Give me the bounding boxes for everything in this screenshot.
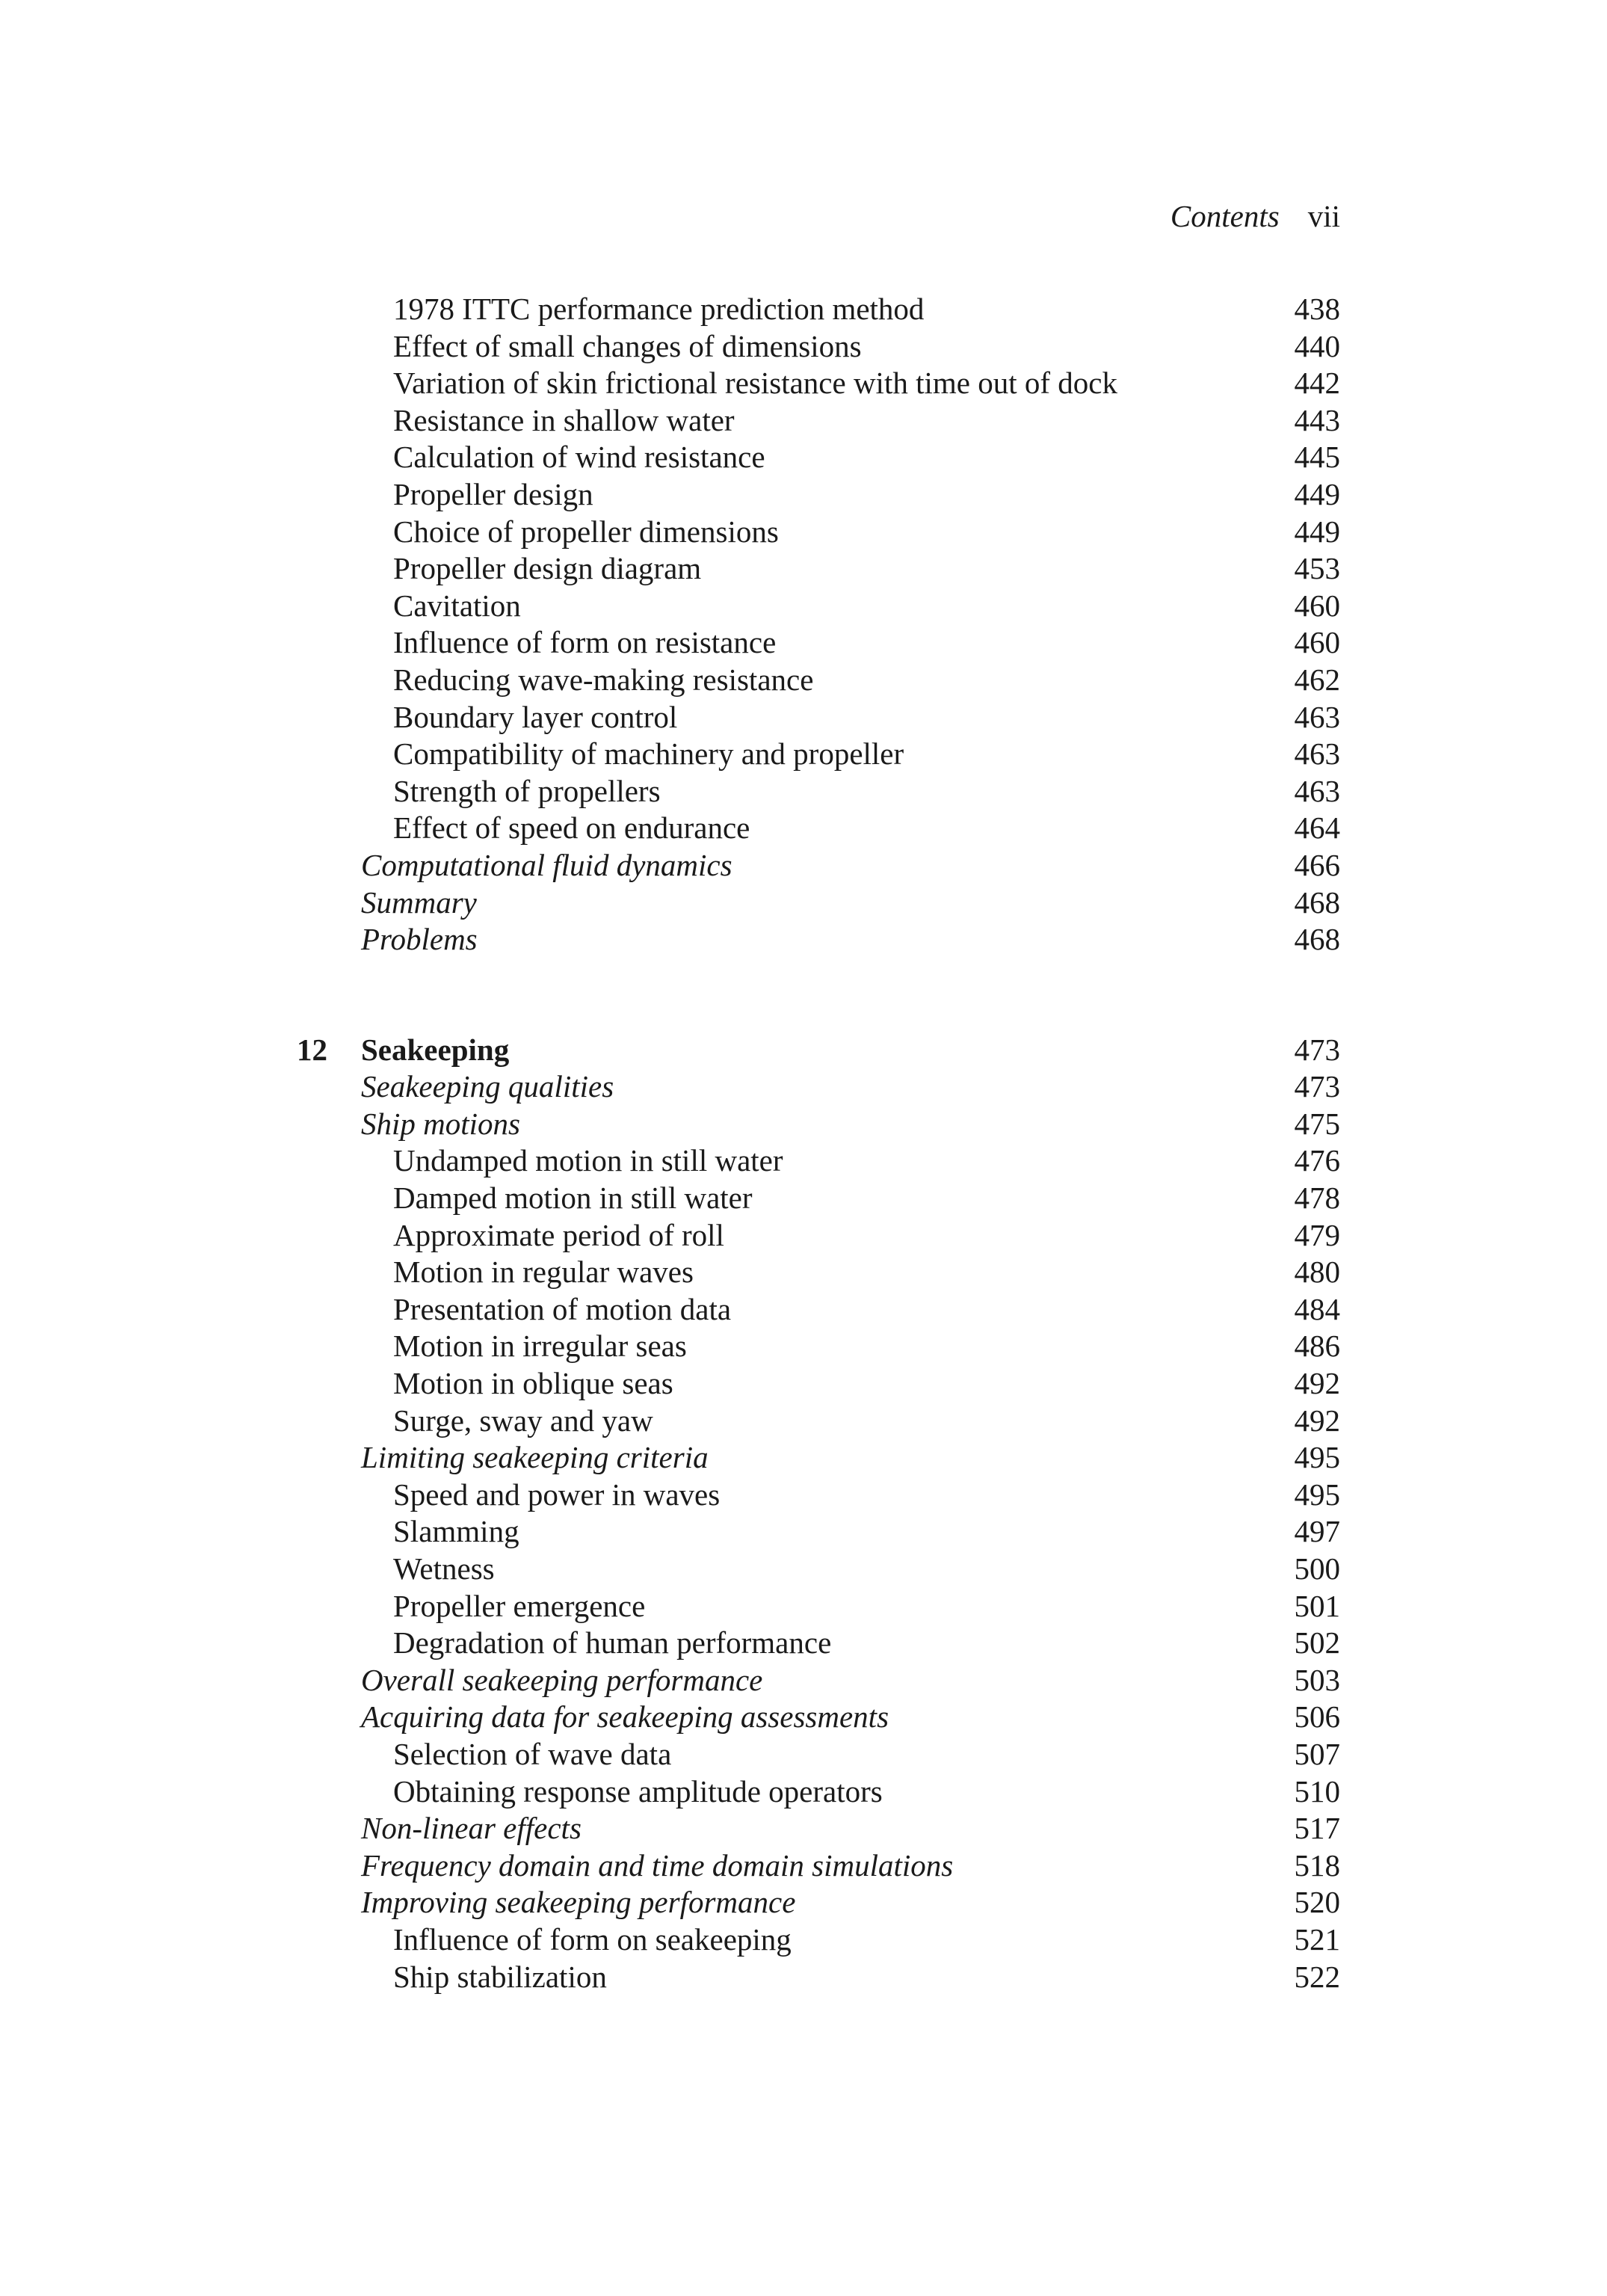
toc-subsection-entry [0,624,1607,662]
toc-subsection-entry [0,439,1607,476]
toc-entry-page-number: 463 [1294,773,1340,808]
toc-entry-title: Limiting seakeeping criteria [361,1440,709,1475]
toc-section-entry [0,921,1607,958]
toc-entry-title: Strength of propellers [393,773,661,808]
toc-entry-title: Presentation of motion data [393,1291,732,1326]
toc-entry-page-number: 464 [1294,810,1340,846]
toc-subsection-entry [0,699,1607,736]
toc-entry-page-number: 460 [1294,588,1340,623]
toc-subsection-entry [0,1403,1607,1440]
toc-entry-title: Choice of propeller dimensions [393,514,779,549]
toc-entry-title: Effect of small changes of dimensions [393,328,862,363]
toc-entry-page-number: 453 [1294,551,1340,586]
toc-section-entry [0,1810,1607,1847]
table-of-contents [0,291,1607,1995]
section-gap [0,958,1607,1032]
toc-subsection-entry [0,1180,1607,1217]
running-head [1170,196,1340,236]
toc-subsection-entry [0,588,1607,625]
toc-subsection-entry [0,476,1607,514]
toc-entry-title: Selection of wave data [393,1736,672,1771]
toc-entry-page-number: 462 [1294,662,1340,697]
toc-entry-page-number: 480 [1294,1255,1340,1290]
toc-section-entry [0,847,1607,884]
toc-subsection-entry [0,550,1607,588]
toc-entry-page-number: 521 [1294,1921,1340,1957]
toc-chapter-heading [0,1032,1607,1069]
toc-entry-page-number: 473 [1294,1069,1340,1104]
toc-entry-page-number: 476 [1294,1143,1340,1178]
running-head-page-number: vii [1307,199,1340,233]
toc-subsection-entry [0,1736,1607,1773]
toc-section-entry [0,884,1607,922]
toc-entry-page-number: 495 [1294,1440,1340,1475]
toc-entry-page-number: 510 [1294,1773,1340,1809]
toc-entry-title: Frequency domain and time domain simulations [361,1847,954,1883]
toc-section-entry [0,1699,1607,1736]
toc-section-entry [0,1439,1607,1477]
toc-entry-title: Seakeeping qualities [361,1069,614,1104]
toc-entry-title: Cavitation [393,588,521,623]
toc-section-entry [0,1884,1607,1921]
toc-entry-title: Motion in regular waves [393,1255,694,1290]
toc-section-entry [0,1068,1607,1106]
toc-subsection-entry [0,1328,1607,1365]
toc-entry-page-number: 518 [1294,1847,1340,1883]
chapter-title: Seakeeping [361,1032,510,1067]
toc-entry-page-number: 507 [1294,1736,1340,1771]
toc-subsection-entry [0,1365,1607,1403]
toc-entry-page-number: 522 [1294,1959,1340,1994]
toc-entry-page-number: 502 [1294,1625,1340,1661]
toc-subsection-entry [0,662,1607,699]
toc-entry-title: Propeller emergence [393,1588,646,1623]
toc-entry-title: Obtaining response amplitude operators [393,1773,883,1809]
toc-subsection-entry [0,1625,1607,1662]
toc-entry-title: Damped motion in still water [393,1181,753,1216]
toc-entry-title: Speed and power in waves [393,1477,721,1512]
toc-subsection-entry [0,736,1607,773]
toc-subsection-entry [0,1959,1607,1996]
running-head-title: Contents [1170,199,1280,233]
toc-entry-title: Effect of speed on endurance [393,810,750,846]
toc-subsection-entry [0,1921,1607,1959]
toc-entry-page-number: 500 [1294,1551,1340,1586]
toc-entry-title: Surge, sway and yaw [393,1403,653,1438]
toc-section-previous-chapter [0,291,1607,958]
toc-entry-title: Propeller design diagram [393,551,702,586]
toc-entry-page-number: 497 [1294,1514,1340,1549]
toc-entry-page-number: 484 [1294,1291,1340,1326]
chapter-page-number: 473 [1294,1032,1340,1067]
toc-entry-title: Slamming [393,1514,519,1549]
toc-subsection-entry [0,1551,1607,1588]
toc-subsection-entry [0,1217,1607,1255]
toc-subsection-entry [0,773,1607,810]
toc-section-entry [0,1106,1607,1143]
toc-entry-page-number: 520 [1294,1885,1340,1920]
toc-entry-page-number: 479 [1294,1217,1340,1252]
toc-section-entry [0,1662,1607,1699]
toc-entry-title: Variation of skin frictional resistance with time out of dock [393,366,1117,401]
toc-entry-title: Ship motions [361,1106,520,1141]
toc-subsection-entry [0,810,1607,847]
toc-entry-page-number: 445 [1294,440,1340,475]
toc-entry-page-number: 443 [1294,402,1340,437]
toc-entry-title: Approximate period of roll [393,1217,724,1252]
toc-subsection-entry [0,328,1607,366]
toc-entry-page-number: 466 [1294,847,1340,882]
toc-entry-title: Improving seakeeping performance [361,1885,796,1920]
toc-entry-title: Compatibility of machinery and propeller [393,736,904,772]
toc-entry-page-number: 449 [1294,514,1340,549]
toc-entry-title: Influence of form on resistance [393,625,777,660]
toc-entry-page-number: 449 [1294,476,1340,511]
toc-entry-title: Reducing wave-making resistance [393,662,814,697]
toc-entry-title: Acquiring data for seakeeping assessments [361,1699,889,1735]
toc-entry-page-number: 438 [1294,292,1340,326]
toc-subsection-entry [0,402,1607,440]
toc-entry-page-number: 501 [1294,1588,1340,1623]
toc-entry-title: 1978 ITTC performance prediction method [393,292,925,326]
toc-subsection-entry [0,1477,1607,1514]
toc-entry-title: Non-linear effects [361,1811,582,1846]
toc-section-seakeeping [0,1068,1607,1995]
toc-entry-title: Influence of form on seakeeping [393,1921,792,1957]
toc-entry-page-number: 492 [1294,1366,1340,1401]
toc-entry-title: Motion in irregular seas [393,1329,687,1364]
toc-subsection-entry [0,514,1607,551]
toc-entry-page-number: 468 [1294,884,1340,920]
toc-entry-page-number: 486 [1294,1329,1340,1364]
toc-entry-title: Ship stabilization [393,1959,607,1994]
toc-entry-title: Propeller design [393,476,593,511]
toc-subsection-entry [0,1142,1607,1180]
toc-entry-page-number: 440 [1294,328,1340,363]
toc-entry-page-number: 503 [1294,1662,1340,1697]
toc-entry-page-number: 468 [1294,922,1340,957]
toc-entry-page-number: 506 [1294,1699,1340,1735]
toc-entry-title: Resistance in shallow water [393,402,735,437]
toc-entry-title: Wetness [393,1551,495,1586]
toc-entry-page-number: 495 [1294,1477,1340,1512]
toc-entry-page-number: 478 [1294,1181,1340,1216]
toc-subsection-entry [0,1588,1607,1625]
toc-subsection-entry [0,1773,1607,1811]
toc-section-entry [0,1847,1607,1885]
toc-subsection-entry [0,1513,1607,1551]
toc-entry-page-number: 463 [1294,736,1340,772]
toc-entry-title: Undamped motion in still water [393,1143,783,1178]
toc-entry-page-number: 517 [1294,1811,1340,1846]
toc-entry-title: Calculation of wind resistance [393,440,765,475]
toc-entry-title: Problems [361,922,478,957]
toc-entry-title: Summary [361,884,477,920]
toc-entry-page-number: 492 [1294,1403,1340,1438]
toc-entry-title: Computational fluid dynamics [361,847,732,882]
toc-entry-title: Degradation of human performance [393,1625,832,1661]
toc-subsection-entry [0,1291,1607,1329]
toc-entry-page-number: 442 [1294,366,1340,401]
toc-entry-title: Motion in oblique seas [393,1366,673,1401]
toc-entry-page-number: 475 [1294,1106,1340,1141]
chapter-number: 12 [297,1032,327,1067]
toc-subsection-entry [0,365,1607,402]
toc-entry-page-number: 463 [1294,699,1340,734]
toc-entry-page-number: 460 [1294,625,1340,660]
toc-subsection-entry [0,1254,1607,1291]
toc-entry-title: Overall seakeeping performance [361,1662,763,1697]
toc-subsection-entry [0,291,1607,328]
toc-entry-title: Boundary layer control [393,699,678,734]
